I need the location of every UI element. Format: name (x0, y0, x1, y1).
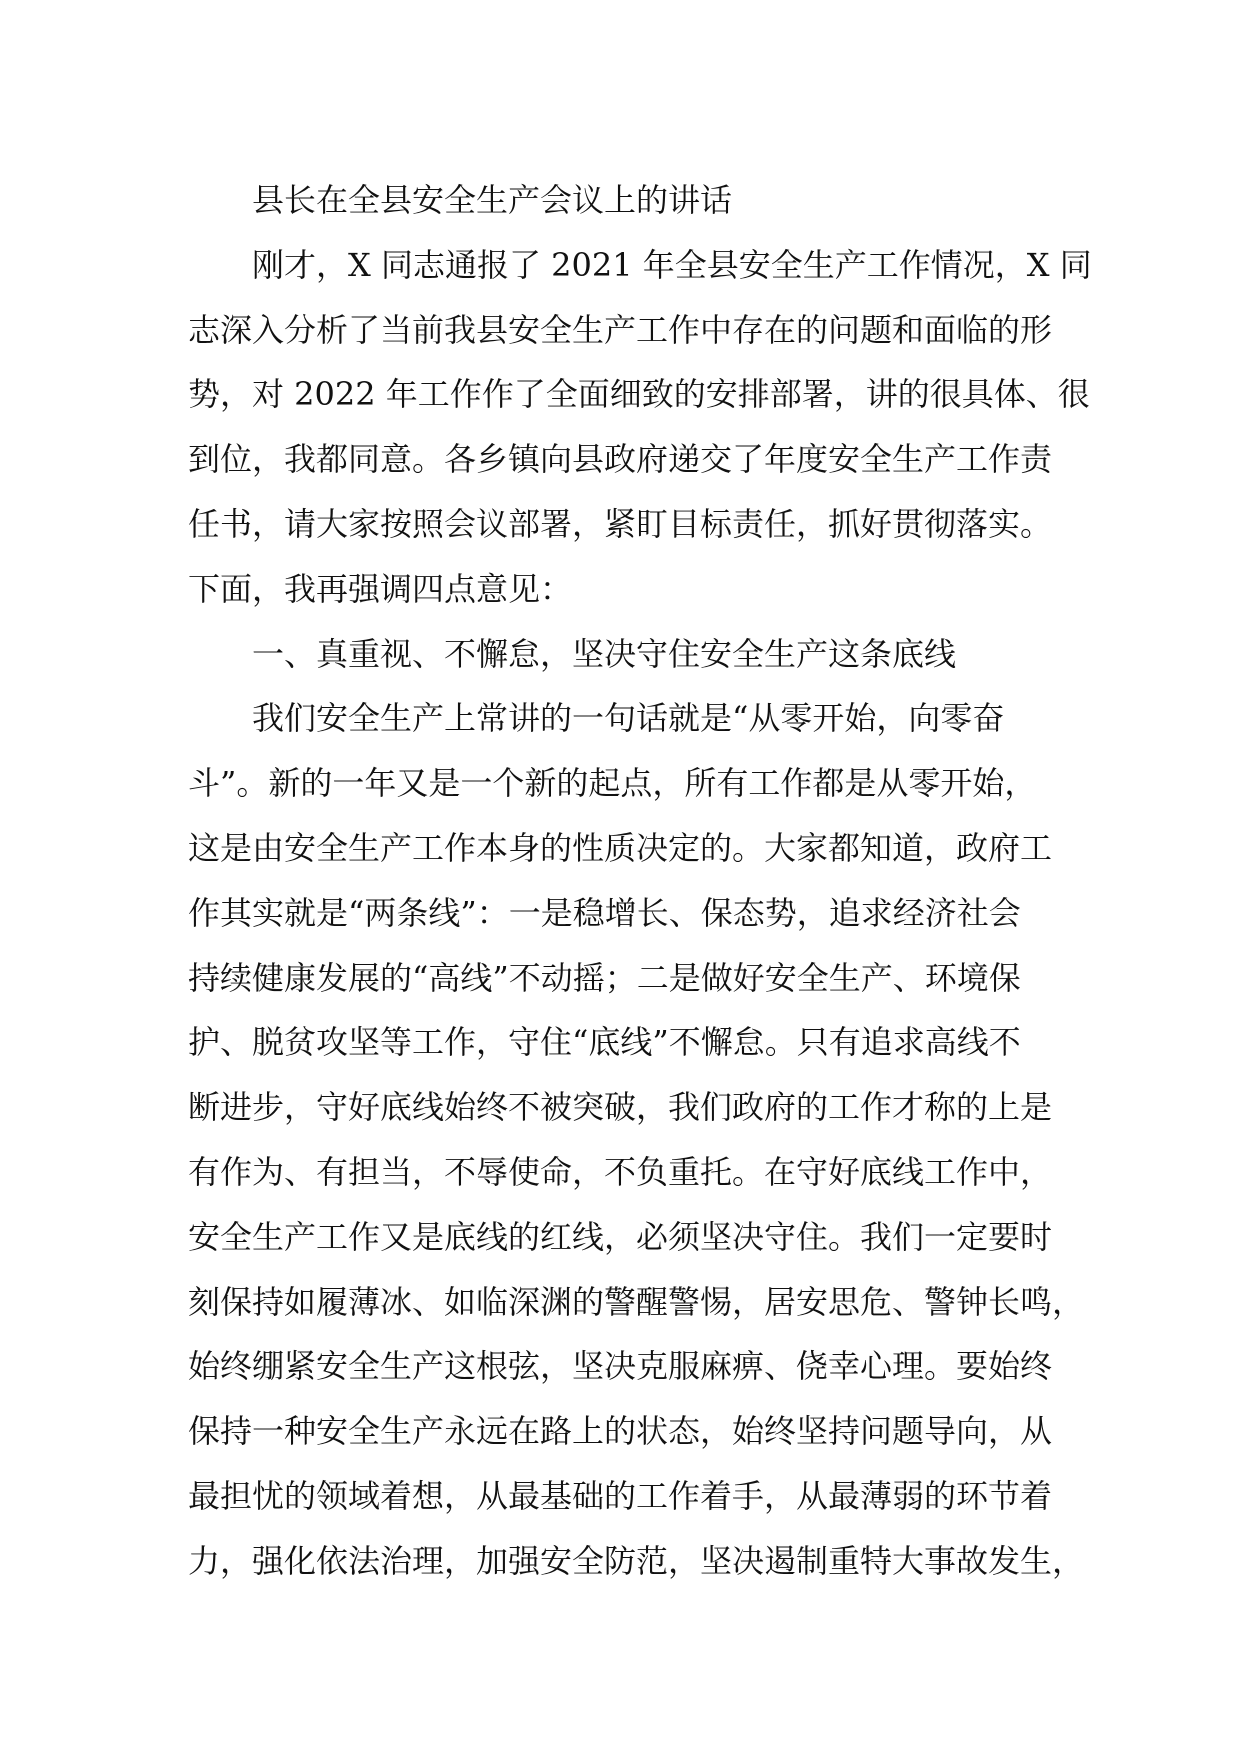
paragraph-line: 保持一种安全生产永远在路上的状态，始终坚持问题导向，从 (188, 1412, 1053, 1451)
paragraph-line: 刻保持如履薄冰、如临深渊的警醒警惕，居安思危、警钟长鸣， (188, 1282, 1085, 1321)
document-title: 县长在全县安全生产会议上的讲话 (252, 181, 733, 219)
paragraph-line: 安全生产工作又是底线的红线，必须坚决守住。我们一定要时 (188, 1217, 1053, 1256)
paragraph-line: 始终绷紧安全生产这根弦，坚决克服麻痹、侥幸心理。要始终 (188, 1347, 1053, 1386)
paragraph-line: 这是由安全生产工作本身的性质决定的。大家都知道，政府工 (188, 828, 1053, 867)
paragraph-line: 护、脱贫攻坚等工作，守住“底线”不懈怠。只有追求高线不 (188, 1023, 1021, 1062)
paragraph-line: 断进步，守好底线始终不被突破，我们政府的工作才称的上是 (188, 1088, 1053, 1127)
paragraph-line: 斗”。新的一年又是一个新的起点，所有工作都是从零开始， (188, 764, 1037, 803)
paragraph-line: 力，强化依法治理，加强安全防范，坚决遏制重特大事故发生， (188, 1541, 1085, 1580)
paragraph-line: 志深入分析了当前我县安全生产工作中存在的问题和面临的形 (188, 310, 1053, 349)
paragraph-line: 有作为、有担当，不辱使命，不负重托。在守好底线工作中， (188, 1152, 1053, 1191)
section-heading: 一、真重视、不懈怠，坚决守住安全生产这条底线 (252, 634, 957, 673)
paragraph-line: 作其实就是“两条线”：一是稳增长、保态势，追求经济社会 (188, 893, 1021, 932)
paragraph-line: 任书，请大家按照会议部署，紧盯目标责任，抓好贯彻落实。 (188, 504, 1053, 543)
document-body (188, 168, 1092, 1594)
paragraph-line: 下面，我再强调四点意见： (188, 569, 573, 608)
paragraph-line: 刚才，X 同志通报了 2021 年全县安全生产工作情况，X 同 (252, 245, 1092, 284)
paragraph-line: 我们安全生产上常讲的一句话就是“从零开始，向零奋 (252, 699, 1005, 738)
paragraph-line: 势，对 2022 年工作作了全面细致的安排部署，讲的很具体、很 (188, 375, 1090, 414)
paragraph-line: 持续健康发展的“高线”不动摇；二是做好安全生产、环境保 (188, 958, 1021, 997)
paragraph-line: 到位，我都同意。各乡镇向县政府递交了年度安全生产工作责 (188, 440, 1053, 479)
paragraph-line: 最担忧的领域着想，从最基础的工作着手，从最薄弱的环节着 (188, 1476, 1053, 1515)
